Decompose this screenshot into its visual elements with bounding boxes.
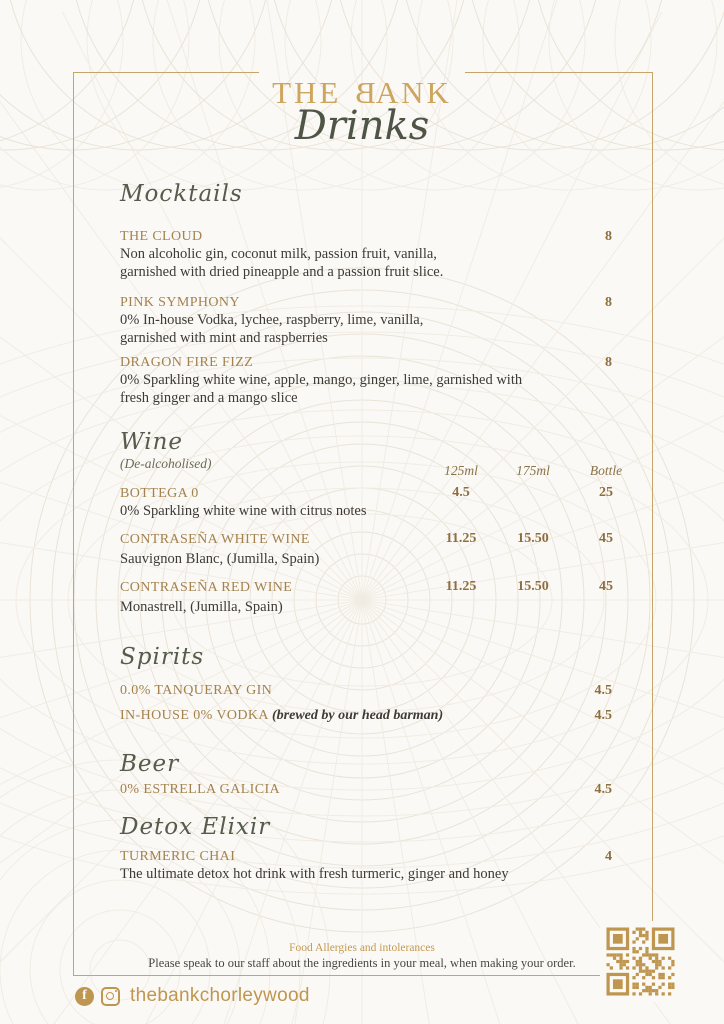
price-125ml: 4.5 xyxy=(452,485,470,500)
qr-code xyxy=(600,921,681,1002)
item-name: 0.0% TANQUERAY GIN xyxy=(120,683,273,698)
price-125ml: 11.25 xyxy=(445,531,477,546)
item-name: CONTRASEÑA WHITE WINE xyxy=(120,532,310,547)
section-header-wine: Wine xyxy=(120,429,184,455)
description-line: garnished with dried pineapple and a passion fruit slice. xyxy=(120,263,444,280)
border-frame xyxy=(73,72,653,976)
item-description: 0% Sparkling white wine with citrus notes xyxy=(120,503,367,519)
column-header-175ml: 175ml xyxy=(516,463,550,478)
item-price: 8 xyxy=(605,355,612,370)
description-line: 0% Sparkling white wine, apple, mango, ginger, lime, garnished with xyxy=(120,372,523,388)
item-price: 4.5 xyxy=(594,683,612,698)
item-name xyxy=(120,707,443,724)
section-header-mocktails: Mocktails xyxy=(120,181,243,207)
page-title: Drinks xyxy=(294,103,430,149)
price-bottle: 45 xyxy=(599,579,613,594)
brand-prefix: THE xyxy=(272,74,353,110)
item-description: The ultimate detox hot drink with fresh turmeric, ginger and honey xyxy=(120,866,509,882)
item-name: DRAGON FIRE FIZZ xyxy=(120,355,254,370)
item-name: TURMERIC CHAI xyxy=(120,849,236,864)
description-line: 0% In-house Vodka, lychee, raspberry, lime, vanilla, xyxy=(120,312,424,328)
section-header-detox-elixir: Detox Elixir xyxy=(120,814,271,840)
instagram-icon[interactable] xyxy=(101,987,120,1006)
item-price: 4 xyxy=(605,849,612,864)
description-line: garnished with mint and raspberries xyxy=(120,329,328,346)
social-row xyxy=(75,985,310,1007)
item-description xyxy=(120,312,423,347)
item-name-text: IN-HOUSE 0% VODKA xyxy=(120,708,269,723)
item-price: 4.5 xyxy=(594,782,612,797)
mirrored-letter: B xyxy=(352,74,376,110)
item-name: THE CLOUD xyxy=(120,229,203,244)
item-price: 8 xyxy=(605,229,612,244)
price-bottle: 25 xyxy=(599,485,613,500)
column-header-bottle: Bottle xyxy=(589,463,623,478)
allergy-note: Please speak to our staff about the ingredients in your meal, when making your order. xyxy=(148,956,576,970)
section-header-beer: Beer xyxy=(120,751,180,777)
title-rule-left xyxy=(73,72,259,73)
item-name: CONTRASEÑA RED WINE xyxy=(120,580,293,595)
item-note: (brewed by our head barman) xyxy=(272,708,444,723)
item-price: 8 xyxy=(605,295,612,310)
price-bottle: 45 xyxy=(599,531,613,546)
item-name: PINK SYMPHONY xyxy=(120,295,240,310)
allergy-title: Food Allergies and intolerances xyxy=(289,942,435,954)
item-description xyxy=(120,372,522,407)
item-name: 0% ESTRELLA GALICIA xyxy=(120,782,281,797)
price-175ml: 15.50 xyxy=(517,531,549,546)
title-rule-right xyxy=(465,72,652,73)
price-125ml: 11.25 xyxy=(445,579,477,594)
description-line: fresh ginger and a mango slice xyxy=(120,389,298,406)
column-header-125ml: 125ml xyxy=(444,463,478,478)
item-description xyxy=(120,246,443,281)
item-description: Monastrell, (Jumilla, Spain) xyxy=(120,599,283,615)
section-header-spirits: Spirits xyxy=(120,644,205,670)
social-handle[interactable]: thebankchorleywood xyxy=(130,985,310,1006)
price-175ml: 15.50 xyxy=(517,579,549,594)
facebook-icon[interactable]: f xyxy=(75,987,94,1006)
item-name: BOTTEGA 0 xyxy=(120,486,199,501)
section-subtitle: (De-alcoholised) xyxy=(120,456,212,471)
item-description: Sauvignon Blanc, (Jumilla, Spain) xyxy=(120,551,320,567)
brand-suffix: ANK xyxy=(375,74,452,110)
description-line: Non alcoholic gin, coconut milk, passion fruit, vanilla, xyxy=(120,246,437,262)
item-price: 4.5 xyxy=(594,708,612,723)
